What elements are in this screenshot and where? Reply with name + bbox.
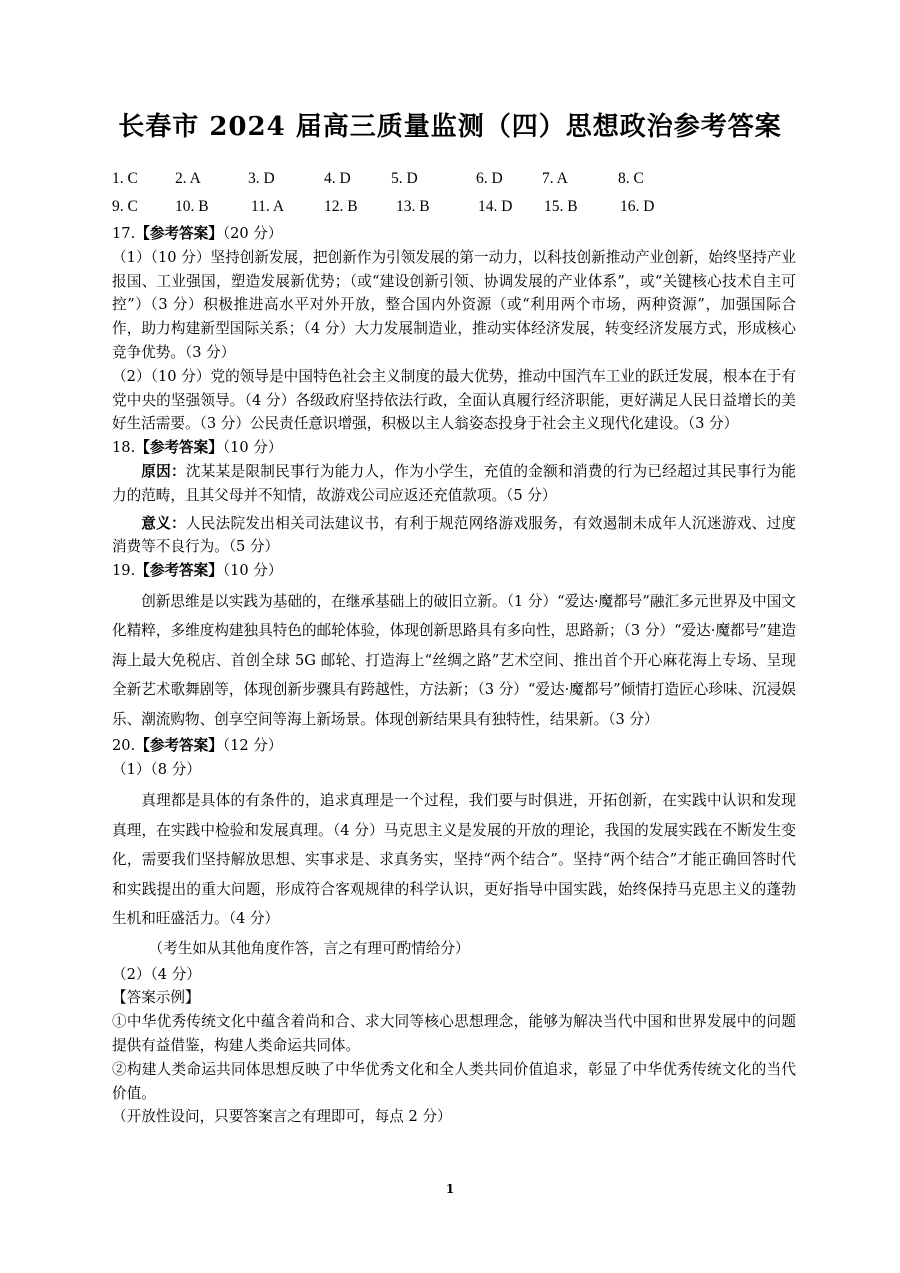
- mcq-answer: 13. B: [396, 198, 430, 215]
- mcq-answer: 14. D: [478, 198, 513, 215]
- q20-note1: （考生如从其他角度作答，言之有理可酌情给分）: [148, 939, 470, 957]
- mcq-answer: 9. C: [112, 198, 138, 215]
- q20-example-2: ②构建人类命运共同体思想反映了中华优秀文化和全人类共同价值追求，彰显了中华优秀传统文化的当代价值。: [112, 1060, 796, 1102]
- mcq-answer: 4. D: [324, 170, 351, 187]
- reason-label: 原因：: [141, 462, 186, 480]
- q18-heading: 18.【参考答案】（10 分）: [112, 439, 283, 457]
- q18-reason: 原因：沈某某是限制民事行为能力人，作为小学生，充值的金额和消费的行为已经超过其民事行为能力的范畴，且其父母并不知情，故游戏公司应返还充值款项。（5 分）: [112, 462, 796, 504]
- answer-tag: 【参考答案】: [135, 737, 223, 755]
- q20-heading: 20.【参考答案】（12 分）: [112, 737, 283, 755]
- mcq-answer: 5. D: [391, 170, 418, 187]
- document-title: 长春市 2024 届高三质量监测（四）思想政治参考答案: [118, 112, 782, 142]
- mcq-answer: 1. C: [112, 170, 138, 187]
- q18-meaning: 意义：人民法院发出相关司法建议书，有利于规范网络游戏服务，有效遏制未成年人沉迷游戏、过度消费等不良行为。（5 分）: [112, 514, 796, 556]
- answer-tag: 【参考答案】: [135, 439, 223, 457]
- mcq-answer: 6. D: [476, 170, 503, 187]
- mcq-answer: 3. D: [248, 170, 275, 187]
- answer-tag: 【参考答案】: [135, 562, 223, 580]
- answer-tag: 【参考答案】: [135, 225, 223, 242]
- q20-example-1: ①中华优秀传统文化中蕴含着尚和合、求大同等核心思想理念，能够为解决当代中国和世界发展中的问题提供有益借鉴，构建人类命运共同体。: [112, 1013, 796, 1054]
- mcq-answer: 15. B: [544, 198, 578, 215]
- page-number: 1: [445, 1182, 455, 1196]
- q17-heading: 17.【参考答案】（20 分）: [112, 225, 283, 242]
- q17-part1: （1）（10 分）坚持创新发展，把创新作为引领发展的第一动力，以科技创新推动产业创新，始终坚持产业报国、工业强国，塑造发展新优势；（或“建设创新引领、协调发展的产业体系”，或“关键核心技术自主可控”）（3 分）积极推进高水平对外开放，整合国内外资源（或“利用两个市场，两种资源”，加强国际合作，助力构建新型国际关系；（4 分）大力发展制造业，推动实体经济发展，转变经济发展方式，形成核心竞争优势。（3 分）: [112, 248, 796, 361]
- q19-heading: 19.【参考答案】（10 分）: [112, 562, 283, 580]
- answer-body: [112, 222, 796, 1129]
- mcq-answer: 8. C: [618, 170, 644, 187]
- q20-sub1: （1）（8 分）: [112, 761, 201, 779]
- mcq-answer: 2. A: [175, 170, 201, 187]
- q19-answer: 创新思维是以实践为基础的，在继承基础上的破旧立新。（1 分）“爱达·魔都号”融汇多元世界及中国文化精粹，多维度构建独具特色的邮轮体验，体现创新思路具有多向性，思路新；（3 分）“爱达·魔都号”建造海上最大免税店、首创全球 5G 邮轮、打造海上“丝绸之路”艺术空间、推出首个开心麻花海上专场、呈现全新艺术歌舞剧等，体现创新步骤具有跨越性，方法新；（3 分）“爱达·魔都号”倾情打造匠心珍味、沉浸娱乐、潮流购物、创享空间等海上新场景。体现创新结果具有独特性，结果新。（3 分）: [112, 592, 796, 728]
- mcq-answer: 16. D: [620, 198, 655, 215]
- q20-note2: （开放性设问，只要答案言之有理即可，每点 2 分）: [112, 1108, 452, 1126]
- q17-part2: （2）（10 分）党的领导是中国特色社会主义制度的最大优势，推动中国汽车工业的跃迁发展，根本在于有党中央的坚强领导。（4 分）各级政府坚持依法行政，全面认真履行经济职能，更好满足人民日益增长的美好生活需要。（3 分）公民责任意识增强，积极以主人翁姿态投身于社会主义现代化建设。（3 分）: [112, 367, 796, 433]
- q20-example-heading: 【答案示例】: [112, 989, 200, 1007]
- mcq-answer: 12. B: [324, 198, 358, 215]
- mcq-answer: 11. A: [251, 198, 285, 215]
- mcq-answer: 10. B: [175, 198, 209, 215]
- meaning-label: 意义：: [141, 514, 186, 532]
- mcq-answer: 7. A: [542, 170, 568, 187]
- q20-sub2: （2）（4 分）: [112, 965, 201, 983]
- q20-part1: 真理都是具体的有条件的，追求真理是一个过程，我们要与时俱进，开拓创新，在实践中认识和发现真理，在实践中检验和发展真理。（4 分）马克思主义是发展的开放的理论，我国的发展实践在不断发生变化，需要我们坚持解放思想、实事求是、求真务实，坚持“两个结合”。坚持“两个结合”才能正确回答时代和实践提出的重大问题，形成符合客观规律的科学认识，更好指导中国实践，始终保持马克思主义的蓬勃生机和旺盛活力。（4 分）: [112, 792, 796, 928]
